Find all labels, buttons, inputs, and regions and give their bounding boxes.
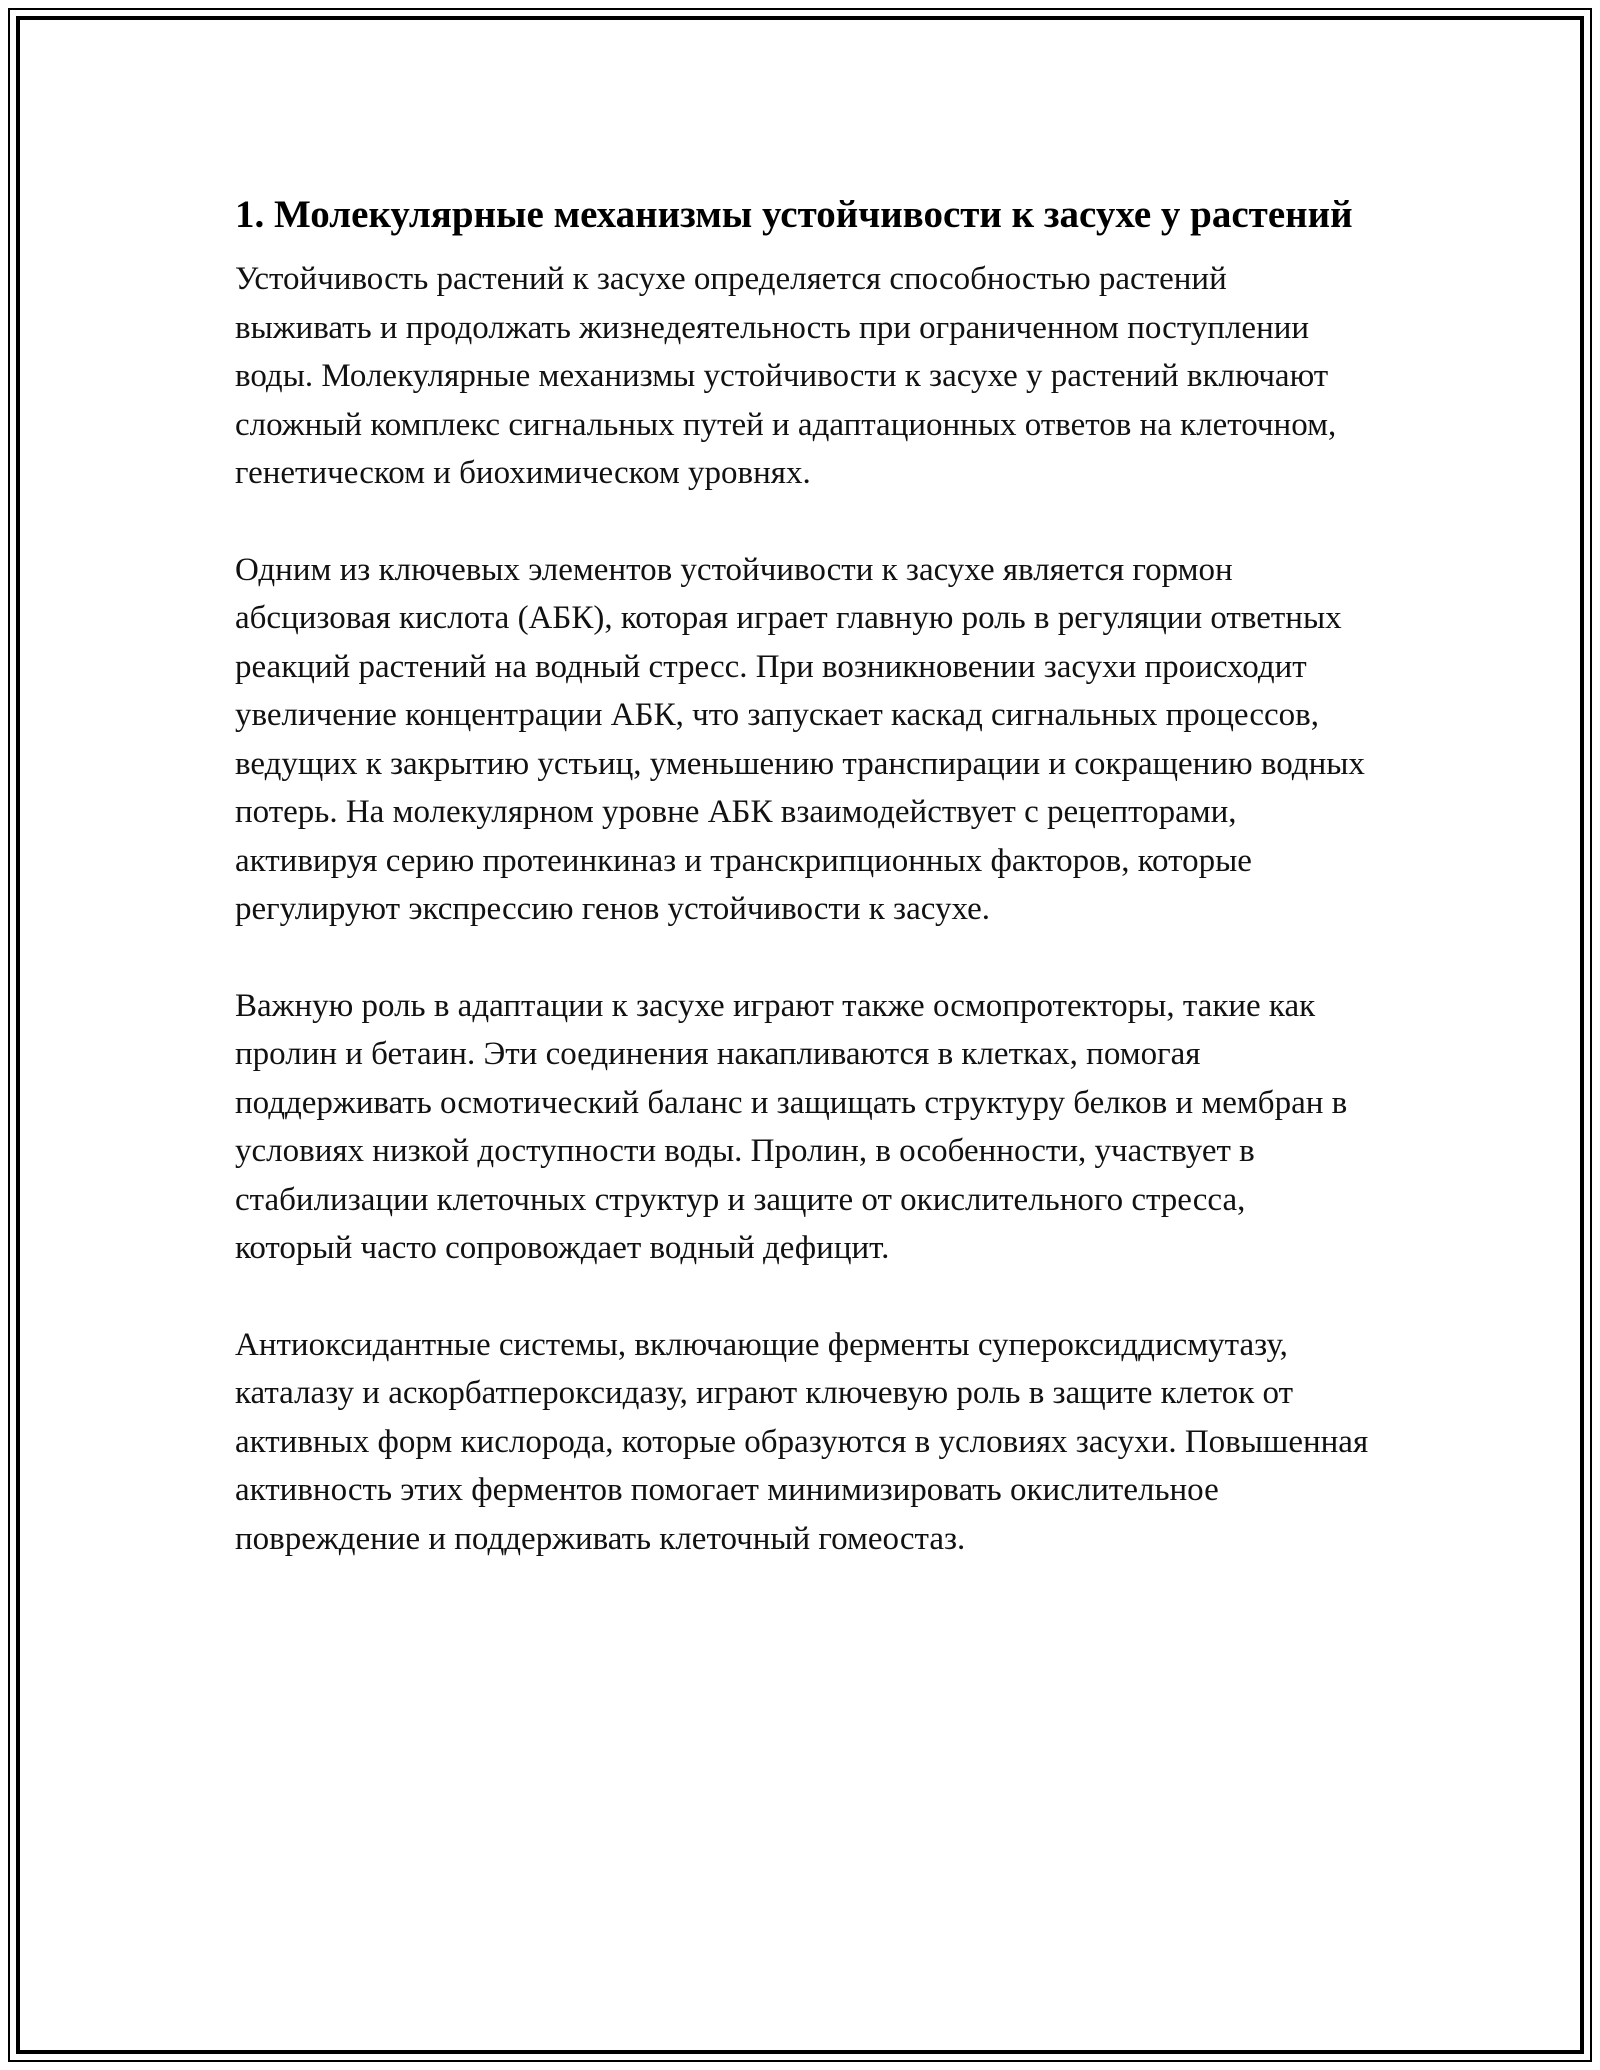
section-heading: 1. Молекулярные механизмы устойчивости к засухе у растений — [235, 193, 1353, 236]
paragraph-abscisic-acid: Одним из ключевых элементов устойчивости к засухе является гормон абсцизовая кислота (АБК), которая играет главную роль в регуляции ответных реакций растений на водный стресс. При возникновении засухи происходит увеличение концентрации АБК, что запускает каскад сигнальных процессов, ведущих к закрытию устьиц, уменьшению транспирации и сокращению водных потерь. На молекулярном уровне АБК взаимодействует с рецепторами, активируя серию протеинкиназ и транскрипционных факторов, которые регулируют экспрессию генов устойчивости к засухе. — [235, 551, 1365, 927]
paragraph-osmoprotectants: Важную роль в адаптации к засухе играют также осмопротекторы, такие как пролин и бетаин. Эти соединения накапливаются в клетках, помогая поддерживать осмотический баланс и защищать структуру белков и мембран в условиях низкой доступности воды. Пролин, в особенности, участвует в стабилизации клеточных структур и защите от окислительного стресса, который часто сопровождает водный дефицит. — [235, 987, 1348, 1266]
paragraph-antioxidants: Антиоксидантные системы, включающие ферменты супероксиддисмутазу, каталазу и аскорбатпероксидазу, играют ключевую роль в защите клеток от активных форм кислорода, которые образуются в условиях засухи. Повышенная активность этих ферментов помогает минимизировать окислительное повреждение и поддерживать клеточный гомеостаз. — [235, 1326, 1369, 1557]
paragraph-intro: Устойчивость растений к засухе определяется способностью растений выживать и продолжать жизнедеятельность при ограниченном поступлении воды. Молекулярные механизмы устойчивости к засухе у растений включают сложный комплекс сигнальных путей и адаптационных ответов на клеточном, генетическом и биохимическом уровнях. — [235, 261, 1337, 491]
document-body — [235, 188, 1370, 1611]
